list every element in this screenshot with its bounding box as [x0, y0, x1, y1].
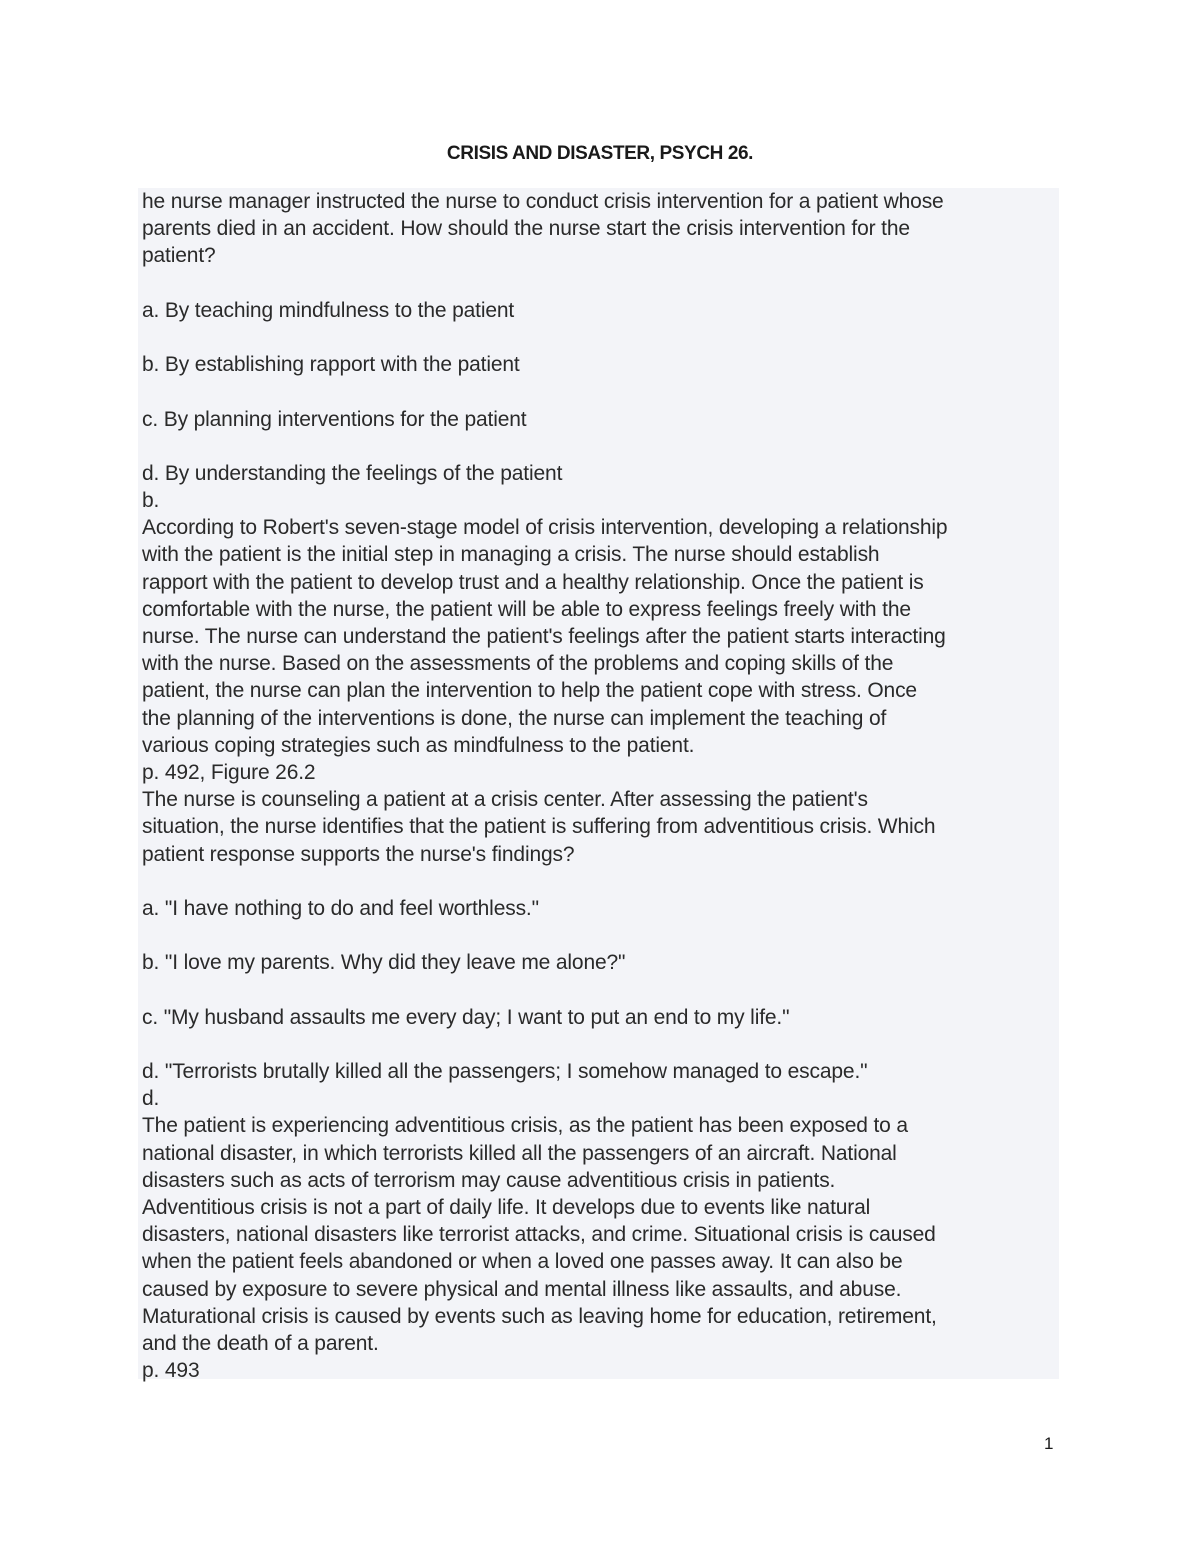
question-2-rationale-line: The patient is experiencing adventitious crisis, as the patient has been exposed to a — [142, 1114, 908, 1138]
question-1-option-d: d. By understanding the feelings of the patient — [142, 461, 563, 485]
question-1-rationale-line: with the patient is the initial step in managing a crisis. The nurse should establish — [142, 543, 880, 567]
spacer — [142, 868, 1059, 895]
question-2-option-a: a. "I have nothing to do and feel worthless." — [142, 896, 539, 920]
question-2-stem-line: The nurse is counseling a patient at a crisis center. After assessing the patient's — [142, 788, 868, 812]
question-2-option-b: b. "I love my parents. Why did they leave me alone?" — [142, 951, 626, 975]
question-1-rationale-line: various coping strategies such as mindfulness to the patient. — [142, 733, 695, 757]
question-1-option-c: c. By planning interventions for the patient — [142, 407, 527, 431]
spacer — [142, 378, 1059, 405]
spacer — [142, 922, 1059, 949]
question-1-rationale-line: patient, the nurse can plan the intervention to help the patient cope with stress. Once — [142, 679, 917, 703]
question-2-option-d: d. "Terrorists brutally killed all the passengers; I somehow managed to escape." — [142, 1060, 868, 1083]
question-2-stem-line: patient response supports the nurse's findings? — [142, 842, 575, 866]
question-2-rationale-line: Maturational crisis is caused by events such as leaving home for education, retirement, — [142, 1304, 937, 1328]
spacer — [142, 1031, 1059, 1058]
spacer — [142, 270, 1059, 297]
question-1-rationale-line: According to Robert's seven-stage model of crisis intervention, developing a relationship — [142, 516, 948, 540]
document-body — [138, 188, 1059, 1383]
question-2-rationale-line: Adventitious crisis is not a part of daily life. It develops due to events like natural — [142, 1195, 871, 1219]
question-2-rationale-line: caused by exposure to severe physical and mental illness like assaults, and abuse. — [142, 1277, 902, 1301]
question-1-answer: b. — [142, 489, 160, 513]
question-2-option-c: c. "My husband assaults me every day; I want to put an end to my life." — [142, 1005, 790, 1029]
page-number: 1 — [1044, 1434, 1054, 1453]
question-1-rationale-line: with the nurse. Based on the assessments of the problems and coping skills of the — [142, 652, 894, 676]
question-1-option-a: a. By teaching mindfulness to the patient — [142, 298, 515, 322]
question-1-option-b: b. By establishing rapport with the patient — [142, 353, 520, 377]
question-1-stem-line: he nurse manager instructed the nurse to conduct crisis intervention for a patient whose — [142, 190, 944, 213]
question-2-rationale-line: disasters such as acts of terrorism may cause adventitious crisis in patients. — [142, 1168, 836, 1192]
question-1-rationale-line: rapport with the patient to develop trust and a healthy relationship. Once the patient is — [142, 570, 924, 594]
spacer — [142, 324, 1059, 351]
question-2-rationale-line: when the patient feels abandoned or when a loved one passes away. It can also be — [142, 1250, 903, 1274]
question-2-rationale-line: disasters, national disasters like terrorist attacks, and crime. Situational crisis is caused — [142, 1223, 936, 1247]
question-1-reference: p. 492, Figure 26.2 — [142, 760, 316, 784]
question-2-rationale-line: national disaster, in which terrorists killed all the passengers of an aircraft. National — [142, 1141, 897, 1165]
spacer — [142, 433, 1059, 460]
question-2-answer: d. — [142, 1087, 160, 1111]
spacer — [142, 976, 1059, 1003]
question-1-stem-line: patient? — [142, 244, 216, 268]
question-2-stem-line: situation, the nurse identifies that the patient is suffering from adventitious crisis. Which — [142, 815, 936, 839]
question-1-rationale-line: nurse. The nurse can understand the patient's feelings after the patient starts interacting — [142, 625, 946, 648]
question-2-reference: p. 493 — [142, 1359, 200, 1383]
question-1-rationale-line: comfortable with the nurse, the patient will be able to express feelings freely with the — [142, 597, 911, 621]
question-2-rationale-line: and the death of a parent. — [142, 1331, 379, 1355]
question-1-rationale-line: the planning of the interventions is done, the nurse can implement the teaching of — [142, 706, 887, 730]
question-1-stem-line: parents died in an accident. How should the nurse start the crisis intervention for the — [142, 217, 910, 241]
document-title: CRISIS AND DISASTER, PSYCH 26. — [446, 143, 754, 164]
